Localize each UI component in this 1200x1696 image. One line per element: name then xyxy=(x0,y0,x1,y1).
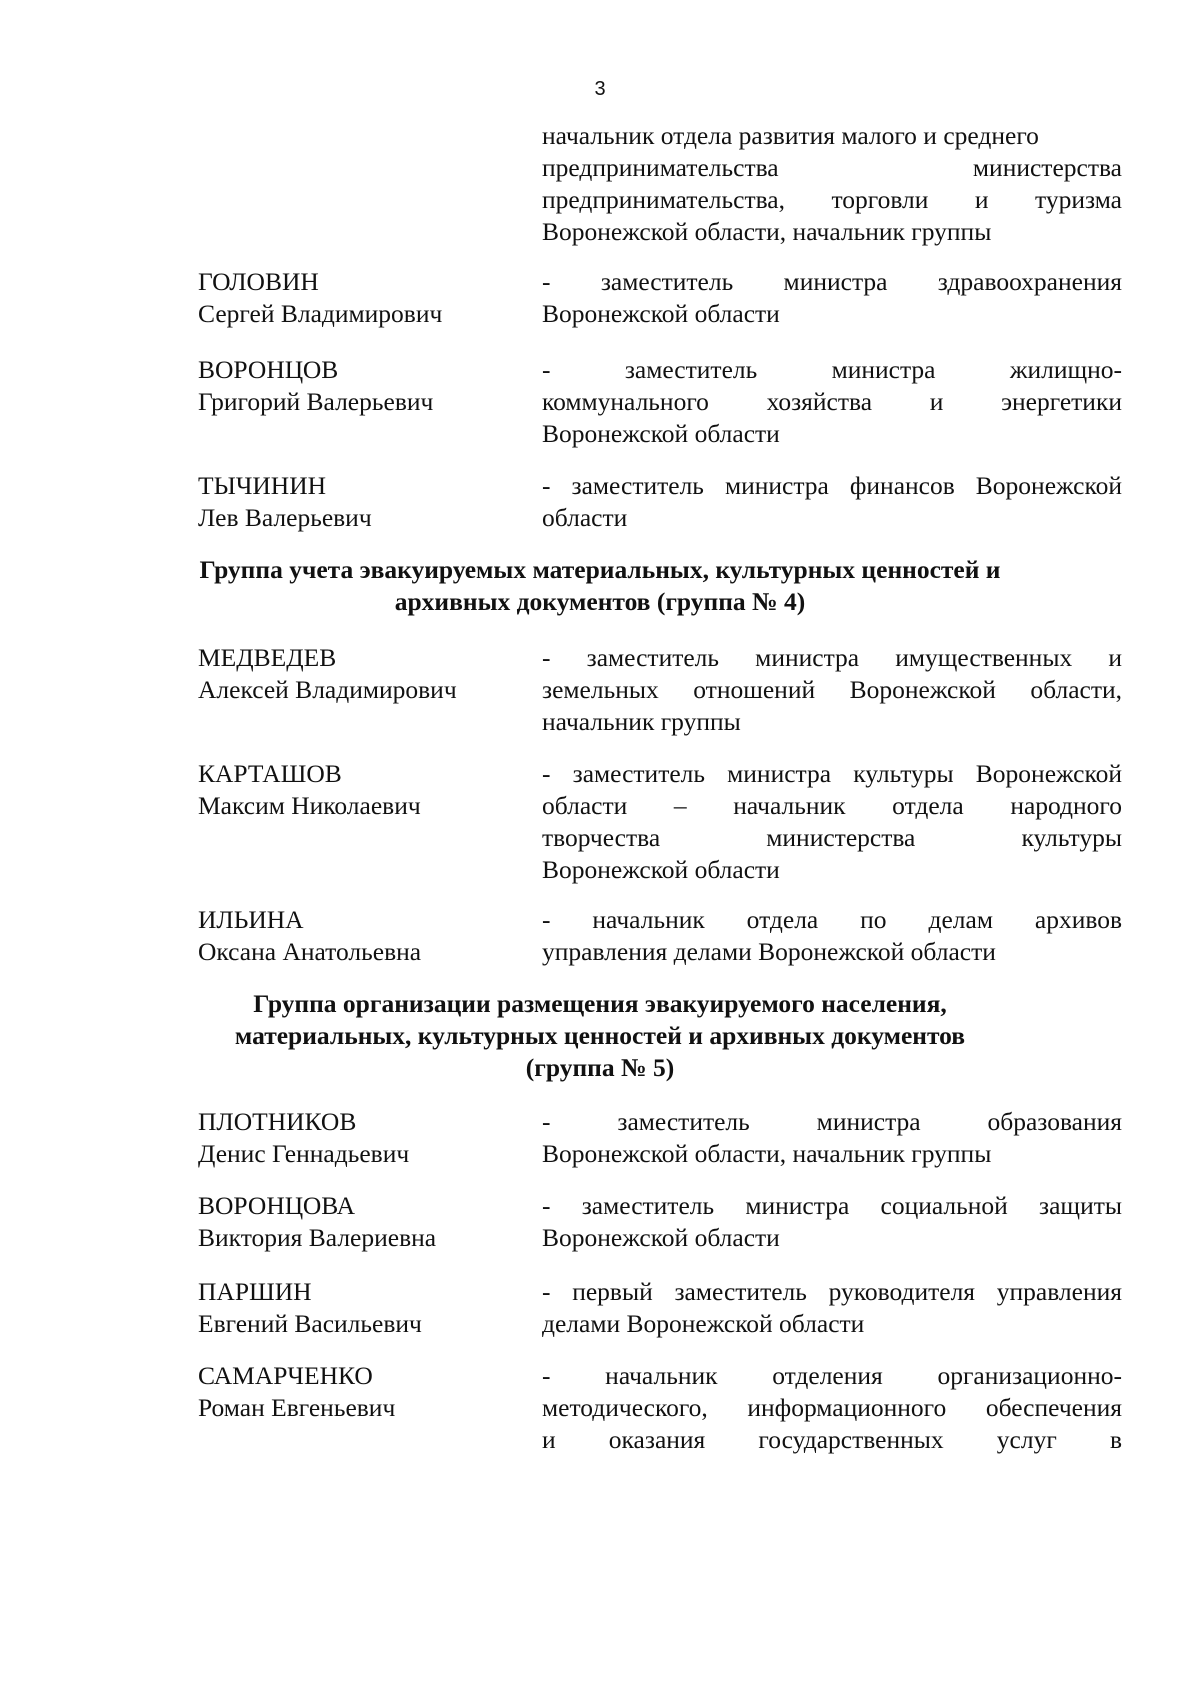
role-line: начальник отдела развития малого и среднего xyxy=(542,121,1039,150)
role-line: Воронежской области, начальник группы xyxy=(542,1139,992,1168)
member-surname: ПЛОТНИКОВ xyxy=(198,1107,357,1136)
role-line: - заместитель министра здравоохранения xyxy=(542,267,1122,296)
member-surname: ВОРОНЦОВ xyxy=(198,355,339,384)
member-given-name: Сергей Владимирович xyxy=(198,299,443,328)
member-name xyxy=(198,266,518,330)
member-given-name: Роман Евгеньевич xyxy=(198,1393,396,1422)
member-role xyxy=(542,266,1122,330)
heading-line: архивных документов (группа № 4) xyxy=(394,587,806,616)
role-line: начальник группы xyxy=(542,707,741,736)
member-role xyxy=(542,904,1122,968)
role-line: Воронежской области, начальник группы xyxy=(542,217,992,246)
member-surname: ПАРШИН xyxy=(198,1277,312,1306)
role-line: предпринимательства, торговли и туризма xyxy=(542,185,1122,214)
role-line: - заместитель министра образования xyxy=(542,1107,1122,1136)
role-line: - заместитель министра жилищно- xyxy=(542,355,1122,384)
member-role xyxy=(542,1360,1122,1456)
role-line: - заместитель министра социальной защиты xyxy=(542,1191,1122,1220)
member-given-name: Алексей Владимирович xyxy=(198,675,457,704)
group-4-heading xyxy=(150,554,1050,618)
role-line: Воронежской области xyxy=(542,299,780,328)
role-line: творчества министерства культуры xyxy=(542,823,1122,852)
member-name xyxy=(198,1276,518,1340)
role-line: - заместитель министра финансов Воронежской xyxy=(542,471,1122,500)
role-line: и оказания государственных услуг в xyxy=(542,1425,1122,1454)
member-given-name: Денис Геннадьевич xyxy=(198,1139,410,1168)
member-given-name: Виктория Валериевна xyxy=(198,1223,437,1252)
member-role xyxy=(542,470,1122,534)
role-line: - заместитель министра культуры Воронежской xyxy=(542,759,1122,788)
role-line: - заместитель министра имущественных и xyxy=(542,643,1122,672)
role-line: земельных отношений Воронежской области, xyxy=(542,675,1122,704)
role-line: предпринимательства министерства xyxy=(542,153,1122,182)
member-name xyxy=(198,642,518,706)
heading-line: Группа учета эвакуируемых материальных, культурных ценностей и xyxy=(199,555,1001,584)
member-role xyxy=(542,642,1122,738)
member-surname: ИЛЬИНА xyxy=(198,905,304,934)
member-name xyxy=(198,1106,518,1170)
role-line: области xyxy=(542,503,628,532)
role-line: - первый заместитель руководителя управления xyxy=(542,1277,1122,1306)
role-line: - начальник отделения организационно- xyxy=(542,1361,1122,1390)
role-line: Воронежской области xyxy=(542,855,780,884)
member-given-name: Максим Николаевич xyxy=(198,791,421,820)
heading-line: (группа № 5) xyxy=(525,1053,675,1082)
member-role xyxy=(542,1190,1122,1254)
member-name xyxy=(198,1190,518,1254)
member-role xyxy=(542,1106,1122,1170)
group-5-heading xyxy=(150,988,1050,1084)
role-line: Воронежской области xyxy=(542,1223,780,1252)
role-line: области – начальник отдела народного xyxy=(542,791,1122,820)
role-line: коммунального хозяйства и энергетики xyxy=(542,387,1122,416)
role-line: управления делами Воронежской области xyxy=(542,937,996,966)
role-line: делами Воронежской области xyxy=(542,1309,865,1338)
role-line: Воронежской области xyxy=(542,419,780,448)
member-given-name: Евгений Васильевич xyxy=(198,1309,422,1338)
member-name xyxy=(198,354,518,418)
member-role xyxy=(542,1276,1122,1340)
heading-line: Группа организации размещения эвакуируемого населения, xyxy=(253,989,947,1018)
member-name xyxy=(198,470,518,534)
heading-line: материальных, культурных ценностей и архивных документов xyxy=(234,1021,966,1050)
member-surname: САМАРЧЕНКО xyxy=(198,1361,373,1390)
member-surname: ГОЛОВИН xyxy=(198,267,319,296)
member-surname: ВОРОНЦОВА xyxy=(198,1191,356,1220)
member-role xyxy=(542,354,1122,450)
member-given-name: Лев Валерьевич xyxy=(198,503,372,532)
member-given-name: Оксана Анатольевна xyxy=(198,937,422,966)
member-given-name: Григорий Валерьевич xyxy=(198,387,434,416)
member-surname: МЕДВЕДЕВ xyxy=(198,643,337,672)
intro-role xyxy=(542,120,1122,248)
member-surname: КАРТАШОВ xyxy=(198,759,342,788)
role-line: - начальник отдела по делам архивов xyxy=(542,905,1122,934)
role-line: методического, информационного обеспечения xyxy=(542,1393,1122,1422)
member-name xyxy=(198,1360,518,1424)
member-role xyxy=(542,758,1122,886)
member-name xyxy=(198,758,518,822)
page-number: 3 xyxy=(594,78,606,100)
member-name xyxy=(198,904,518,968)
member-surname: ТЫЧИНИН xyxy=(198,471,327,500)
